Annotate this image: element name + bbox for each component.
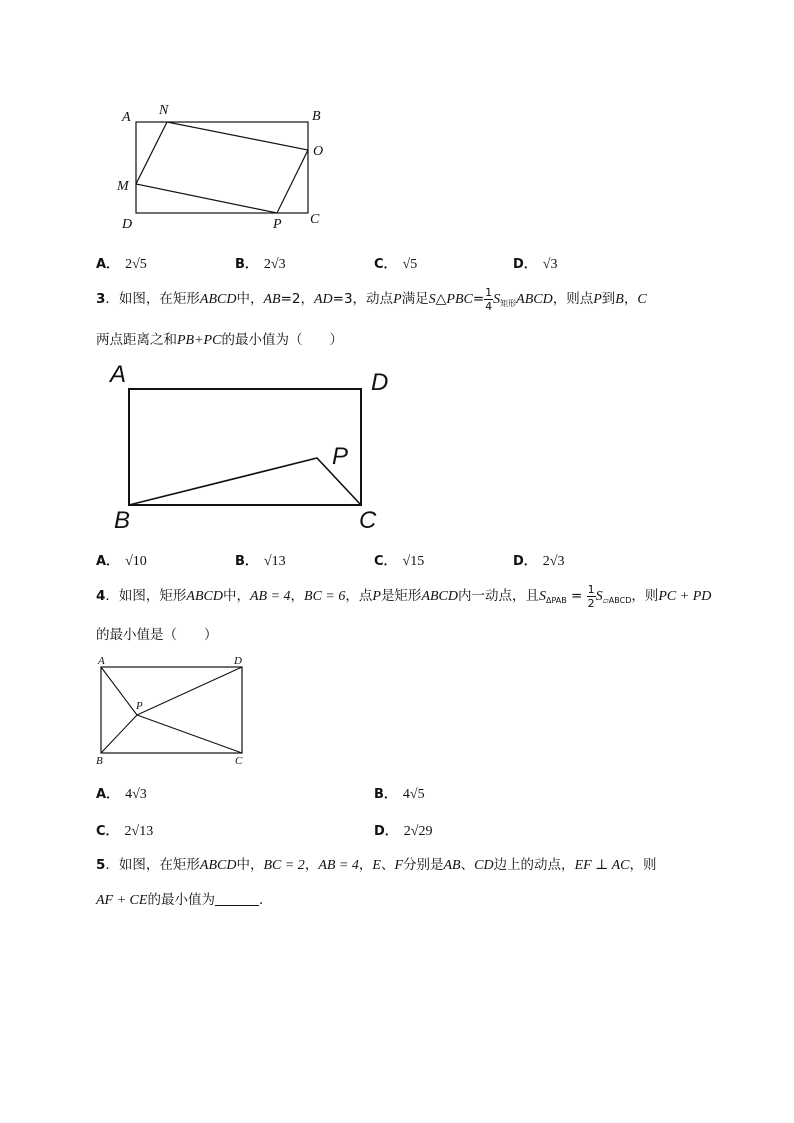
q4-option-d[interactable]: D． 2√29 bbox=[374, 824, 433, 839]
label-p: P bbox=[136, 700, 143, 712]
figure-rectangle-pbc bbox=[108, 360, 408, 535]
path-bpc bbox=[129, 458, 361, 505]
q3-option-b[interactable]: B． √13 bbox=[235, 554, 286, 569]
segment-pd bbox=[137, 667, 242, 715]
quad-nopm bbox=[136, 122, 308, 213]
q4-option-a[interactable]: A． 4√3 bbox=[96, 787, 147, 802]
segment-pc bbox=[137, 715, 242, 753]
label-d: D bbox=[234, 655, 242, 667]
fraction-one-quarter: $\frac{1}{4}$ bbox=[485, 285, 493, 313]
answer-blank[interactable] bbox=[215, 891, 259, 906]
segment-pa bbox=[101, 667, 137, 715]
q2-option-a[interactable]: A． 2√5 bbox=[96, 257, 147, 272]
rect-abcd bbox=[129, 389, 361, 505]
q3-option-a[interactable]: A． √10 bbox=[96, 554, 147, 569]
label-b: B bbox=[312, 109, 321, 124]
label-m: M bbox=[117, 179, 129, 194]
segment-pb bbox=[101, 715, 137, 753]
label-b: B bbox=[96, 755, 103, 767]
label-o: O bbox=[313, 144, 324, 159]
label-d: D bbox=[122, 217, 133, 232]
figure-rectangle-mnop bbox=[100, 95, 340, 235]
q3-option-d[interactable]: D． 2√3 bbox=[513, 554, 565, 569]
q2-option-d[interactable]: D． √3 bbox=[513, 257, 558, 272]
label-c: C bbox=[310, 212, 320, 227]
label-d: D bbox=[371, 369, 389, 396]
label-a: A bbox=[98, 655, 105, 667]
question-4 bbox=[96, 577, 716, 654]
rect-abcd bbox=[136, 122, 308, 213]
question-5-line-1: 5．如图，在矩形ABCD中，BC = 2，AB = 4，E、F分别是AB、CD边上的动点，EF ⊥ AC，则 bbox=[96, 857, 657, 873]
label-n: N bbox=[159, 103, 169, 118]
question-5-line-2: AF + CE的最小值为 ． bbox=[96, 892, 273, 908]
label-p: P bbox=[332, 443, 349, 470]
q4-option-b[interactable]: B． 4√5 bbox=[374, 787, 425, 802]
rect-abcd bbox=[101, 667, 242, 753]
question-5 bbox=[96, 846, 716, 920]
question-4-line-1: 4．如图，矩形ABCD中，AB = 4，BC = 6，点P是矩形ABCD内一动点，且$S_{\Delta PAB}$ = $\frac{1}{2}$ $S_{▱ABCD}$，则PC + PD bbox=[96, 582, 712, 610]
label-b: B bbox=[114, 507, 131, 534]
q2-option-b[interactable]: B． 2√3 bbox=[235, 257, 286, 272]
question-4-line-2: 的最小值是（ ） bbox=[96, 627, 218, 643]
question-3-line-2: 两点距离之和PB+PC的最小值为（ ） bbox=[96, 332, 343, 348]
q4-option-c[interactable]: C． 2√13 bbox=[96, 824, 154, 839]
label-c: C bbox=[235, 755, 243, 767]
label-a: A bbox=[110, 361, 127, 388]
label-a: A bbox=[122, 110, 131, 125]
q2-option-c[interactable]: C． √5 bbox=[374, 257, 418, 272]
label-c: C bbox=[359, 507, 377, 534]
figure-rectangle-p-inside bbox=[92, 652, 262, 772]
question-3-line-1: 3．如图，在矩形ABCD中，AB=2，AD=3，动点P满足S△PBC= $\frac{1}{4}$ $S_{矩形}ABCD$，则点P到B，C bbox=[96, 285, 647, 313]
question-3 bbox=[96, 280, 716, 360]
fraction-one-half: $\frac{1}{2}$ bbox=[587, 582, 595, 610]
label-p: P bbox=[273, 217, 282, 232]
q3-option-c[interactable]: C． √15 bbox=[374, 554, 425, 569]
